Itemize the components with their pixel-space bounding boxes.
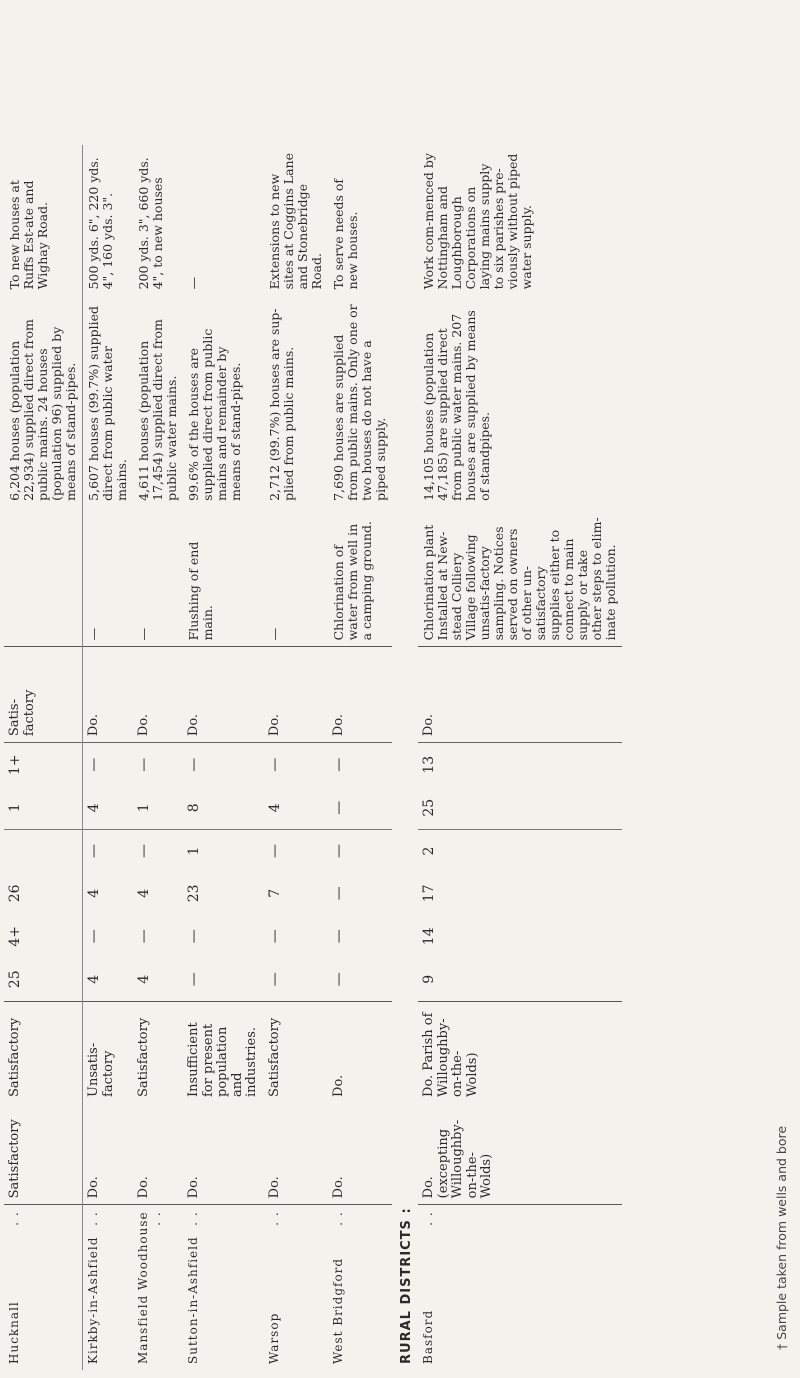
supply-cell: 6,204 houses (population 22,934) supplied direct from public mains. 24 houses (population 96) supplied by means of stand-pipes. [4,295,83,506]
count-cell-4: — [83,830,134,872]
extensions-cell: Extensions to new sites at Coggins Lane and Stonebridge Road. [266,153,324,290]
bacteriology-cell: Do. [328,647,392,743]
extensions-cell: — [186,276,201,290]
count-cell-5: 1 [4,786,83,829]
table-row: Mansfield Woodhouse . . Do. Satisfactory 4 — 4 — 1 — Do. — 4,611 houses (population 17,454) supplied direct from public water mains. 200 yds. 3", 660 yds. 4", to new houses [133,145,183,1370]
count-cell-4: — [328,830,392,872]
supply-cell: 5,607 houses (99.7%) supplied direct from public water mains. [86,305,129,501]
count-cell-1: 4 [136,974,152,984]
sufficiency-cell: Satisfactory [264,1001,328,1103]
extensions-cell: 200 yds. 3", 660 yds. 4", to new houses [136,157,165,290]
table-row: Kirkby-in-Ashfield . . Do. Unsatis-factory 4 — 4 — 4 — Do. — 5,607 houses (99.7%) supplied direct from public water mains. 500 yds. 6", 220 yds. 4", 160 yds. 3". [83,145,134,1370]
footnote: † Sample taken from wells and bore [774,1125,789,1350]
count-cell-4 [4,830,83,872]
count-cell-1: 9 [421,974,438,984]
quality-cell: Satisfactory [4,1103,83,1205]
action-cell: Chlorination of water from well in a camping ground. [330,521,374,641]
table-row: Hucknall . . Satisfactory Satisfactory 25 4+ 26 1 1+ Satis-factory 6,204 houses (population 22,934) supplied direct from public mains. 24 houses (population 96) supplied by means of stand-pipes. To new houses at Ruffs Est-ate and Wighay Road. [4,145,83,1370]
count-cell-6: — [264,743,328,787]
district-name: West Bridgford [330,1257,345,1364]
count-cell-4: — [264,830,328,872]
count-cell-5: 8 [186,803,202,813]
action-cell: — [86,627,101,641]
action-cell: Chlorination plant Installed at New-stead Colliery Village following unsatis-factory sampling. Notices served on owners of other un-satisfactory supplies either to connect to main supply or take other steps to elim-inate pollution. [421,517,619,641]
count-cell-1: — [330,972,347,987]
count-cell-1: — [266,972,283,987]
bacteriology-cell: Do. [133,647,183,743]
supply-cell: 4,611 houses (population 17,454) supplied direct from public water mains. [136,319,179,501]
district-name: Basford [421,1309,436,1364]
count-cell-5: 4 [266,803,283,813]
count-cell-2: — [266,929,283,944]
quality-cell: Do. (excepting Willoughby-on-the-Wolds) [421,1119,495,1199]
table-row: Warsop . . Do. Satisfactory — — 7 — 4 — Do. — 2,712 (99.7%) houses are sup-plied from public mains. Extensions to new sites at Coggins Lane and Stonebridge Road. [264,145,328,1370]
count-cell-6: 1+ [4,743,83,787]
supply-cell: 99.6% of the houses are supplied direct from public mains and remainder by means of stand-pipes. [186,328,243,501]
quality-cell: Do. [266,1176,282,1199]
extensions-cell: To new houses at Ruffs Est-ate and Wighay Road. [4,145,83,295]
bacteriology-cell: Do. [264,647,328,743]
count-cell-3: 7 [266,888,283,898]
quality-cell: Do. [136,1176,151,1199]
table-row: Sutton-in-Ashfield . . Do. Insufficient for present population and industries. — — 23 1 8 — Do. Flushing of end main. 99.6% of the houses are supplied direct from public mains and remainder by means of stand-pipes. — [183,145,264,1370]
bacteriology-cell: Satis-factory [4,647,83,743]
count-cell-2: — [86,929,102,944]
extensions-cell: To serve needs of new houses. [330,178,360,290]
district-name: Mansfield Woodhouse [136,1211,150,1364]
count-cell-2: — [136,929,152,944]
count-cell-2: 4+ [4,915,83,958]
district-name: Kirkby-in-Ashfield [86,1236,100,1364]
count-cell-4: 2 [418,830,622,872]
count-cell-3: 26 [4,872,83,915]
sufficiency-cell: Satisfactory [133,1001,183,1103]
table-row: Basford . . Do. (excepting Willoughby-on-the-Wolds) Do. Parish of Willoughby-on-the-Wolds) 9 14 17 2 25 13 Do. Chlorination plant Installed at New-stead Colliery Village following unsatis-factory sampling. Notices served on owners of other un-satisfactory supplies either to connect to main supply or take other steps to elim-inate pollution. 14,105 houses (population 47,185) are supplied direct from public water mains. 207 houses are supplied by means of standpipes. Work com-menced by Nottingham and Loughborough Corporations on laying mains supply to six parishes pre-viously without piped water supply. [418,145,622,1370]
sufficiency-cell: Do. [328,1001,392,1103]
count-cell-3: 17 [421,884,438,903]
rural-heading-row [392,145,419,1370]
district-name: Sutton-in-Ashfield [186,1236,200,1364]
sufficiency-cell: Do. Parish of Willoughby-on-the-Wolds) [418,1001,622,1103]
supply-cell: 2,712 (99.7%) houses are sup-plied from public mains. [266,308,296,501]
rural-districts-heading: RURAL DISTRICTS : [398,1207,414,1364]
count-cell-2: — [186,929,202,944]
extensions-cell: 500 yds. 6", 220 yds. 4", 160 yds. 3". [86,157,115,290]
count-cell-5: 25 [421,798,438,817]
bacteriology-cell: Do. [418,647,622,743]
quality-cell: Do. [86,1176,101,1199]
count-cell-2: — [330,929,347,944]
sufficiency-cell: Unsatis-factory [83,1001,134,1103]
sufficiency-cell: Insufficient for present population and industries. [183,1001,264,1103]
bacteriology-cell: Do. [83,647,134,743]
count-cell-1: 25 [4,958,83,1001]
count-cell-1: 4 [86,974,102,984]
count-cell-5: 4 [86,803,102,813]
table-row: West Bridgford . . Do. Do. — — — — — — Do. Chlorination of water from well in a camping ground. 7,690 houses are supplied from public mains. Only one or two houses do not have a piped supply. To serve needs of new houses. [328,145,392,1370]
action-cell: — [266,627,282,641]
bacteriology-cell: Do. [183,647,264,743]
supply-cell: 14,105 houses (population 47,185) are supplied direct from public water mains. 207 houses are supplied by means of standpipes. [421,310,493,501]
count-cell-4: — [133,830,183,872]
sufficiency-cell: Satisfactory [4,1001,83,1103]
count-cell-6: — [133,743,183,787]
count-cell-2: 14 [421,927,438,946]
count-cell-6: — [83,743,134,787]
district-name: Hucknall [7,1301,21,1364]
water-supply-table [4,145,622,1370]
count-cell-3: 4 [86,888,102,898]
supply-cell: 7,690 houses are supplied from public mains. Only one or two houses do not have a piped supply. [330,304,388,501]
urban-districts-body [4,145,392,1370]
count-cell-5: — [330,800,347,815]
count-cell-1: — [186,972,202,987]
count-cell-6: 13 [418,743,622,787]
action-cell: — [136,627,151,641]
action-cell: Flushing of end main. [186,541,215,641]
count-cell-4: 1 [183,830,264,872]
count-cell-3: 23 [186,884,202,903]
action-cell [4,507,83,647]
count-cell-3: 4 [136,888,152,898]
rural-rows-body [418,145,622,1370]
quality-cell: Do. [186,1176,201,1199]
count-cell-5: 1 [136,803,152,813]
district-name: Warsop [266,1312,281,1364]
count-cell-6: — [328,743,392,787]
count-cell-3: — [330,886,347,901]
quality-cell: Do. [330,1176,346,1199]
count-cell-6: — [183,743,264,787]
rural-districts-body [392,145,419,1370]
extensions-cell: Work com-menced by Nottingham and Loughborough Corporations on laying mains supply to six parishes pre-viously without piped water supply. [421,153,535,290]
